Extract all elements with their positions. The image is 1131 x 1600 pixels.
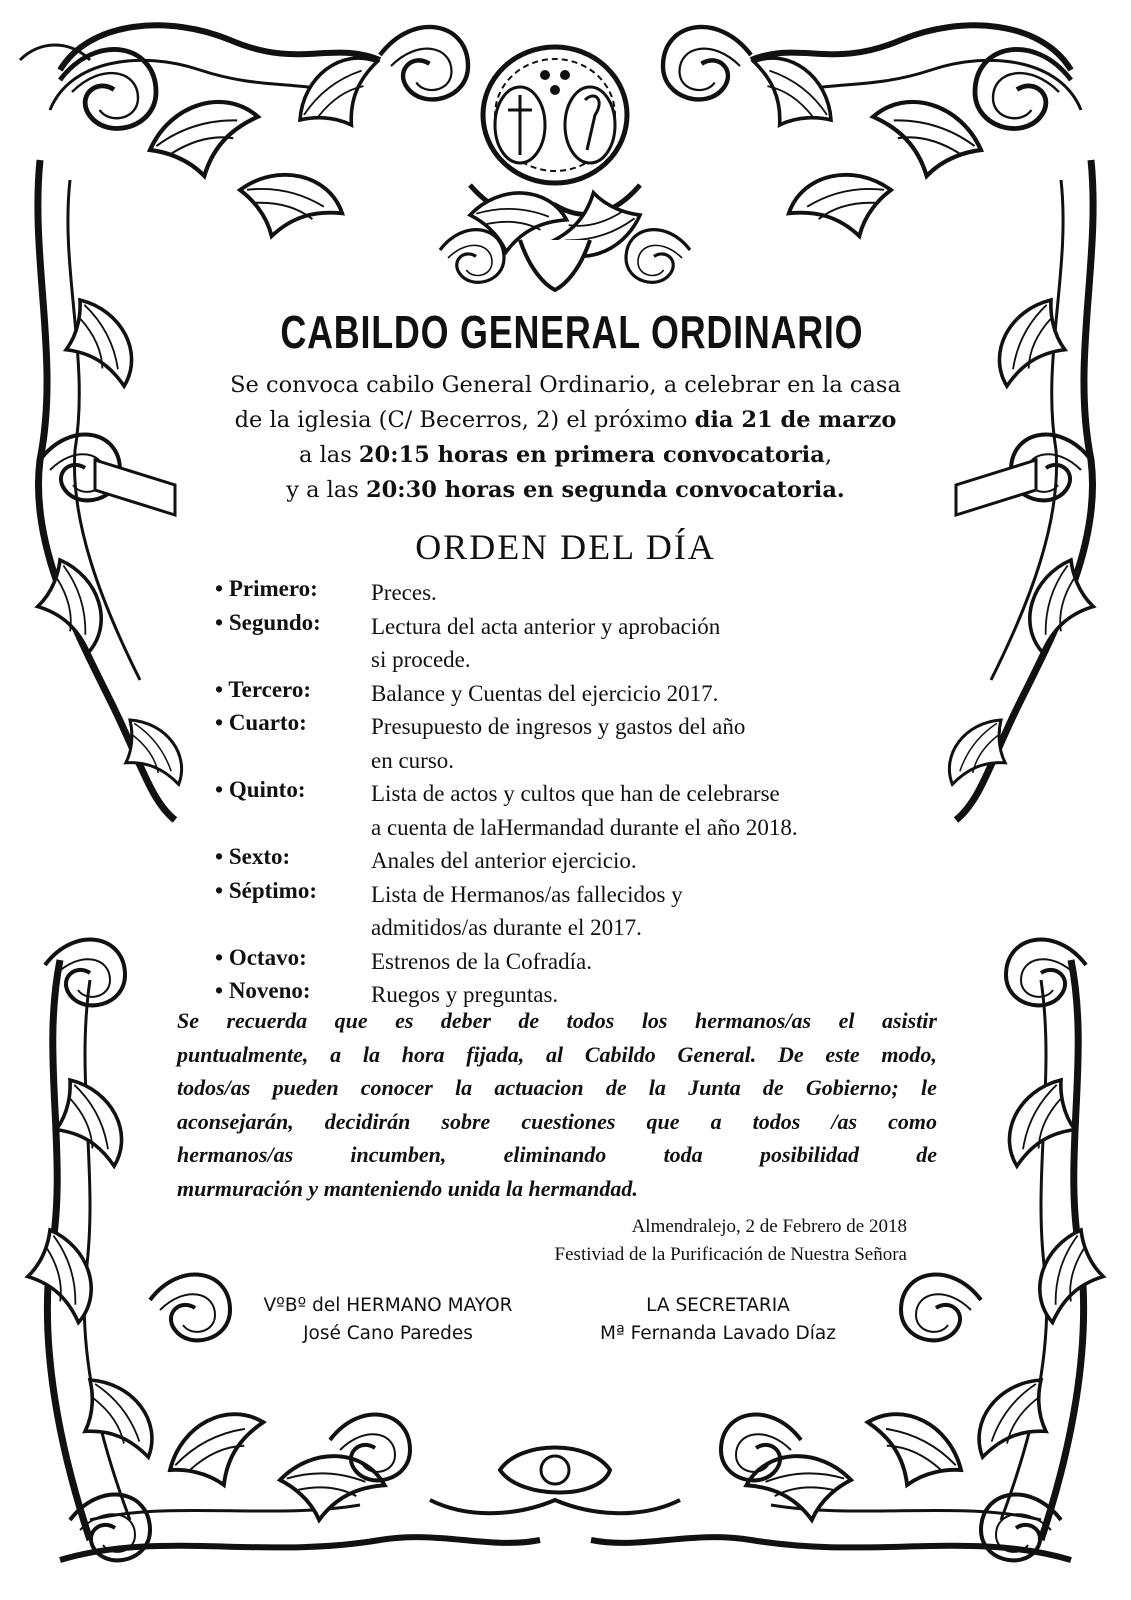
signature-role: LA SECRETARIA	[646, 1295, 790, 1316]
note-line	[177, 1071, 937, 1105]
agenda-item-label	[215, 777, 306, 803]
page-title: CABILDO GENERAL ORDINARIO	[280, 306, 864, 358]
note-word: General.	[677, 1041, 757, 1067]
intro-line	[180, 368, 951, 403]
note-word: la	[648, 1075, 666, 1100]
agenda-item	[215, 844, 935, 878]
note-word: conocer	[360, 1075, 433, 1100]
bullet-icon: •	[215, 944, 224, 970]
bullet-icon: •	[215, 676, 224, 702]
agenda-item-text: Balance y Cuentas del ejercicio 2017.	[371, 680, 719, 706]
reminder-note	[177, 1004, 937, 1205]
agenda-item	[215, 576, 935, 610]
agenda-item-text: Preces.	[371, 580, 437, 605]
signature-hermano-mayor	[232, 1292, 544, 1348]
note-word: puntualmente,	[177, 1041, 309, 1067]
note-word: hermanos/as	[694, 1008, 812, 1033]
note-word: De	[778, 1041, 804, 1067]
bullet-icon: •	[215, 978, 224, 1003]
note-word: toda	[663, 1142, 703, 1167]
note-word: sobre	[441, 1108, 491, 1134]
agenda-item-label-text: Quinto:	[228, 777, 306, 802]
note-word: incumben,	[350, 1142, 447, 1167]
agenda-item-text: Anales del anterior ejercicio.	[371, 848, 637, 873]
agenda-item-text: Lista de Hermanos/as fallecidos y	[371, 881, 683, 907]
note-word: al	[546, 1041, 564, 1067]
agenda-item-label-text: Sexto:	[228, 844, 291, 869]
intro-text: Se convoca cabilo General Ordinario, a celebrar en la casa	[230, 372, 901, 398]
note-word: actuacion	[494, 1075, 584, 1100]
agenda-item-text: en curso.	[371, 747, 455, 773]
note-word: Gobierno;	[805, 1075, 899, 1100]
agenda-item-label	[215, 978, 311, 1004]
note-word: deber	[440, 1008, 491, 1033]
note-word: /as	[831, 1108, 858, 1134]
note-line	[177, 1038, 937, 1072]
signature-name: Mª Fernanda Lavado Díaz	[600, 1323, 836, 1344]
note-word: la	[362, 1041, 380, 1067]
agenda-item-label	[215, 878, 317, 904]
agenda-item	[215, 710, 935, 777]
bullet-icon: •	[215, 710, 224, 735]
note-word: que	[334, 1008, 368, 1033]
intro-line	[180, 438, 951, 473]
note-word: fijada,	[466, 1041, 525, 1067]
note-word: de	[762, 1075, 784, 1100]
agenda-item-text: Presupuesto de ingresos y gastos del año	[371, 714, 746, 739]
intro-text: de la iglesia (C/ Becerros, 2) el próximo	[234, 407, 695, 433]
note-line	[177, 1138, 937, 1172]
bullet-icon: •	[215, 609, 224, 635]
agenda-item-label	[215, 610, 321, 636]
bullet-icon: •	[215, 576, 224, 601]
note-word: todos/as	[177, 1075, 251, 1100]
note-word: a	[330, 1041, 342, 1067]
convocation-text	[180, 368, 951, 508]
agenda-item-label-text: Tercero:	[228, 676, 312, 702]
note-line-last: murmuración y manteniendo unida la hermandad.	[177, 1175, 638, 1201]
agenda-item-label-text: Séptimo:	[228, 877, 317, 903]
agenda-item	[215, 610, 935, 677]
signature-name: José Cano Paredes	[303, 1323, 473, 1344]
note-word: modo,	[881, 1041, 937, 1067]
note-word: los	[641, 1008, 668, 1033]
second-call-time: 20:30 horas en segunda convocatoria.	[365, 477, 845, 503]
note-word: este	[825, 1041, 860, 1067]
agenda-item-text: Ruegos y preguntas.	[371, 982, 559, 1007]
note-word: eliminando	[503, 1142, 607, 1167]
agenda-item-text: Lista de actos y cultos que han de celebrarse	[371, 781, 780, 806]
note-word: asistir	[881, 1008, 937, 1033]
agenda-item-label-text: Primero:	[228, 576, 318, 601]
agenda-item-label	[215, 945, 307, 971]
note-word: posibilidad	[759, 1142, 859, 1167]
note-line	[177, 1105, 937, 1139]
signature-secretaria	[568, 1292, 868, 1348]
note-word: cuestiones	[521, 1108, 616, 1134]
note-word: es	[395, 1008, 414, 1033]
intro-line	[180, 473, 951, 508]
note-word: de	[916, 1142, 937, 1167]
agenda-item-text: Estrenos de la Cofradía.	[371, 948, 592, 974]
agenda-item-label	[215, 844, 290, 870]
agenda-item	[215, 777, 935, 844]
agenda-item-text: a cuenta de laHermandad durante el año 2018.	[371, 814, 798, 840]
note-word: como	[888, 1108, 937, 1134]
agenda-item-label	[215, 677, 311, 703]
feast-line: Festiviad de la Purificación de Nuestra Señora	[554, 1244, 907, 1265]
meeting-date: dia 21 de marzo	[694, 407, 897, 433]
agenda-item-label-text: Segundo:	[228, 609, 321, 635]
note-word: Junta	[688, 1075, 741, 1100]
note-word: la	[455, 1075, 473, 1100]
intro-text: ,	[824, 442, 832, 468]
agenda-item-label	[215, 576, 318, 602]
bullet-icon: •	[215, 877, 224, 903]
bullet-icon: •	[215, 844, 224, 869]
note-word: aconsejarán,	[177, 1108, 294, 1134]
note-word: hermanos/as	[177, 1142, 294, 1167]
agenda-list	[215, 576, 935, 1012]
note-word: decidirán	[324, 1108, 411, 1134]
note-word: pueden	[272, 1075, 339, 1100]
note-line	[177, 1004, 937, 1038]
agenda-item	[215, 945, 935, 979]
note-word: recuerda	[226, 1008, 308, 1033]
intro-line	[180, 403, 951, 438]
note-word: Cabildo	[584, 1041, 656, 1067]
intro-text: y a las	[286, 477, 366, 503]
agenda-item	[215, 878, 935, 945]
note-word: todos	[566, 1008, 615, 1033]
agenda-item-label-text: Octavo:	[228, 944, 307, 970]
note-word: hora	[401, 1041, 445, 1067]
agenda-heading: ORDEN DEL DÍA	[415, 527, 716, 567]
note-word: a	[710, 1108, 722, 1134]
note-word: Se	[177, 1008, 199, 1033]
note-word: le	[920, 1075, 937, 1100]
note-word: de	[605, 1075, 627, 1100]
intro-text: a las	[299, 442, 359, 468]
agenda-item-text: admitidos/as durante el 2017.	[371, 915, 642, 940]
place-date	[555, 1213, 907, 1269]
agenda-item-label-text: Cuarto:	[228, 710, 307, 735]
bullet-icon: •	[215, 777, 224, 802]
note-word: que	[646, 1108, 680, 1134]
signature-role: VºBº del HERMANO MAYOR	[263, 1295, 513, 1316]
place-date-line: Almendralejo, 2 de Febrero de 2018	[631, 1216, 907, 1237]
agenda-item-label-text: Noveno:	[228, 978, 311, 1003]
note-word: todos	[752, 1108, 801, 1134]
agenda-item-label	[215, 710, 307, 736]
note-word: el	[838, 1008, 855, 1033]
agenda-item	[215, 677, 935, 711]
agenda-item-text: si procede.	[371, 647, 471, 672]
agenda-item-text: Lectura del acta anterior y aprobación	[371, 613, 721, 639]
note-word: de	[518, 1008, 540, 1033]
first-call-time: 20:15 horas en primera convocatoria	[358, 442, 825, 468]
